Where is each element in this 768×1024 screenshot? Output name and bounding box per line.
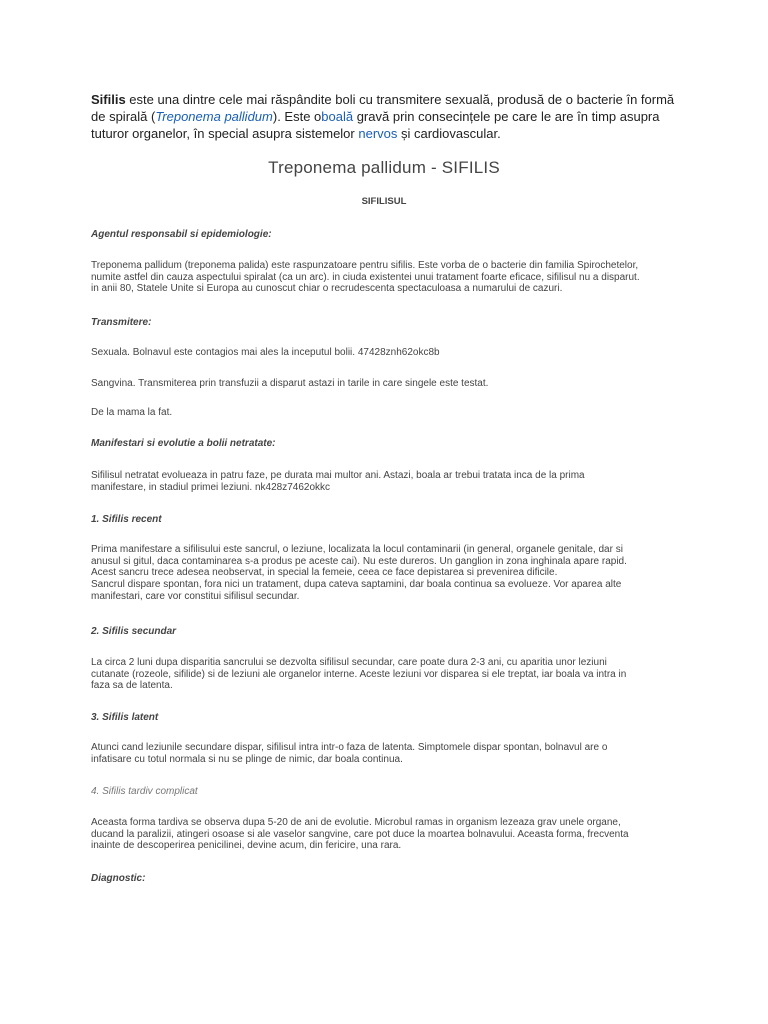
text-line: La circa 2 luni dupa disparitia sancrului se dezvolta sifilisul secundar, care poate dura 2-3 ani, cu aparitia unor leziuni [91, 657, 607, 668]
page-subtitle: SIFILISUL [361, 196, 407, 207]
recent-syphilis-heading: 1. Sifilis recent [91, 514, 162, 525]
page-title: Treponema pallidum - SIFILIS [268, 158, 500, 177]
text-line: Prima manifestare a sifilisului este sancrul, o leziune, localizata la locul contaminarii (in general, organele genitale, dar si [91, 544, 623, 555]
latent-syphilis-heading: 3. Sifilis latent [91, 712, 159, 723]
recent-syphilis-paragraph [91, 544, 681, 603]
secondary-syphilis-heading: 2. Sifilis secundar [91, 626, 177, 637]
intro-text: ). Este o [272, 109, 322, 124]
text-line: in anii 80, Statele Unite si Europa au cunoscut chiar o recrudescenta spectaculoasa a numarului de cazuri. [91, 283, 563, 295]
text-line: Acest sancru trece adesea neobservat, in special la femeie, ceea ce face depistarea si prevenirea dificile. [91, 567, 558, 579]
secondary-syphilis-paragraph [91, 657, 681, 692]
text-line: Atunci cand leziunile secundare dispar, sifilisul intra intr-o faza de latenta. Simptomele dispar spontan, bolnavul are o [91, 742, 608, 753]
diagnostic-heading: Diagnostic: [91, 873, 146, 884]
intro-text: și cardiovascular. [397, 126, 501, 141]
text-line: manifestare, in stadiul primei leziuni. nk428z7462okkc [91, 481, 331, 493]
intro-text: gravă prin consecințele pe care le are în timp asupra tuturor organelor, în special asupra sistemelor [91, 109, 660, 141]
text-line: cutanate (rozeole, sifilide) si de leziuni ale organelor interne. Aceste leziuni vor disparea si ele treptat, iar boala va intra in [91, 668, 627, 680]
agent-heading: Agentul responsabil si epidemiologie: [91, 229, 272, 240]
agent-paragraph [91, 260, 681, 295]
manifestations-paragraph [91, 470, 681, 493]
text-line: inainte de descoperirea penicilinei, devine acum, din fericire, una rara. [91, 840, 402, 852]
late-syphilis-paragraph [91, 817, 681, 852]
mother-transmission-text: De la mama la fat. [91, 407, 173, 418]
intro-paragraph [91, 91, 691, 142]
intro-text: este una dintre cele mai răspândite boli cu transmitere sexuală, produsă de o bacterie în formă de spirală ( [91, 92, 675, 124]
text-line: ducand la paralizii, atingeri osoase si ale vaselor sangvine, care pot duce la moartea bolnavului. Aceasta forma, frecventa [91, 828, 629, 840]
sexual-transmission-text: Sexuala. Bolnavul este contagios mai ales la inceputul bolii. 47428znh62okc8b [91, 347, 440, 358]
species-link[interactable]: Treponema pallidum [155, 109, 273, 124]
text-line: infatisare cu totul normala si nu se plinge de nimic, dar boala continua. [91, 753, 403, 765]
text-line: anusul si gitul, daca contaminarea s-a produs pe aceste cai). Nu este dureros. Un ganglion in zona inghinala apare rapid. [91, 555, 627, 567]
nervous-system-link[interactable]: nervos [358, 126, 398, 141]
text-line: manifestari, care vor constitui sifilisul secundar. [91, 590, 300, 602]
intro-term: Sifilis [91, 92, 126, 107]
text-line: numite astfel din cauza aspectului spiralat (ca un arc). in ciuda existentei unui tratament foarte eficace, sifilisul nu a disparut. [91, 271, 640, 283]
latent-syphilis-paragraph [91, 742, 681, 765]
disease-link[interactable]: boală [321, 109, 354, 124]
transmission-heading: Transmitere: [91, 317, 152, 328]
text-line: Treponema pallidum (treponema palida) este raspunzatoare pentru sifilis. Este vorba de o bacterie din familia Spirochetelor, [91, 260, 639, 271]
text-line: Aceasta forma tardiva se observa dupa 5-20 de ani de evolutie. Microbul ramas in organism lezeaza grav unele organe, [91, 817, 621, 828]
text-line: Sifilisul netratat evolueaza in patru faze, pe durata mai multor ani. Astazi, boala ar trebui tratata inca de la prima [91, 470, 585, 481]
blood-transmission-text: Sangvina. Transmiterea prin transfuzii a disparut astazi in tarile in care singele este testat. [91, 378, 489, 389]
manifestations-heading: Manifestari si evolutie a bolii netratate: [91, 438, 276, 449]
text-line: faza sa de latenta. [91, 680, 173, 692]
late-syphilis-heading: 4. Sifilis tardiv complicat [91, 786, 198, 797]
text-line: Sancrul dispare spontan, fora nici un tratament, dupa cateva saptamini, dar boala continua sa evolueze. Vor aparea alte [91, 579, 622, 591]
